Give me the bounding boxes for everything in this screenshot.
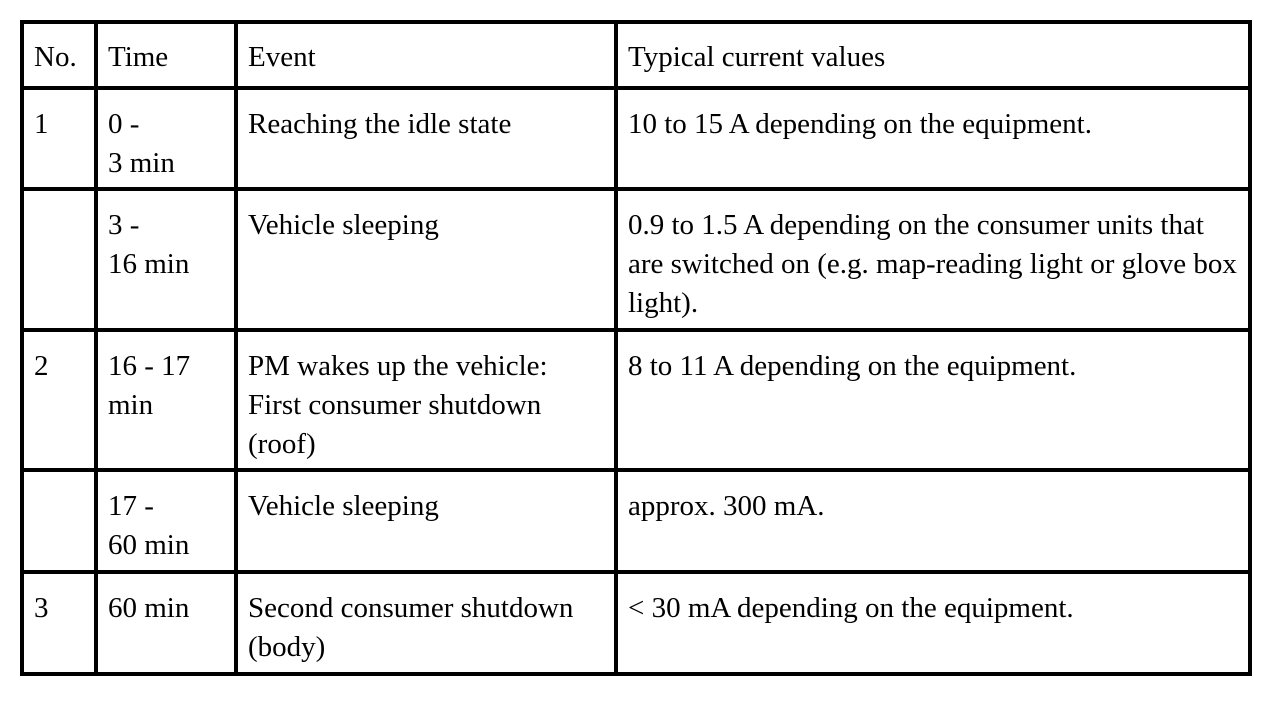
cell-no: 1 bbox=[22, 88, 96, 189]
cell-time: 17 - 60 min bbox=[96, 470, 236, 572]
cell-time: 0 - 3 min bbox=[96, 88, 236, 189]
header-no: No. bbox=[22, 22, 96, 88]
cell-event: Vehicle sleeping bbox=[236, 189, 616, 330]
current-values-table bbox=[20, 20, 1252, 676]
table-row bbox=[22, 330, 1250, 470]
header-current: Typical current values bbox=[616, 22, 1250, 88]
cell-no: 2 bbox=[22, 330, 96, 470]
cell-event: Second consumer shutdown (body) bbox=[236, 572, 616, 674]
cell-time: 3 - 16 min bbox=[96, 189, 236, 330]
table-header-row bbox=[22, 22, 1250, 88]
header-time: Time bbox=[96, 22, 236, 88]
cell-event: Reaching the idle state bbox=[236, 88, 616, 189]
table-row bbox=[22, 88, 1250, 189]
cell-current: < 30 mA depending on the equipment. bbox=[616, 572, 1250, 674]
cell-no bbox=[22, 189, 96, 330]
cell-event: Vehicle sleeping bbox=[236, 470, 616, 572]
cell-current: 0.9 to 1.5 A depending on the consumer units that are switched on (e.g. map-reading light or glove box light). bbox=[616, 189, 1250, 330]
table-row bbox=[22, 470, 1250, 572]
cell-current: 10 to 15 A depending on the equipment. bbox=[616, 88, 1250, 189]
cell-event: PM wakes up the vehicle: First consumer shutdown (roof) bbox=[236, 330, 616, 470]
cell-current: approx. 300 mA. bbox=[616, 470, 1250, 572]
cell-time: 16 - 17 min bbox=[96, 330, 236, 470]
cell-current: 8 to 11 A depending on the equipment. bbox=[616, 330, 1250, 470]
cell-no: 3 bbox=[22, 572, 96, 674]
header-event: Event bbox=[236, 22, 616, 88]
cell-time: 60 min bbox=[96, 572, 236, 674]
cell-no bbox=[22, 470, 96, 572]
table-row bbox=[22, 189, 1250, 330]
table-row bbox=[22, 572, 1250, 674]
